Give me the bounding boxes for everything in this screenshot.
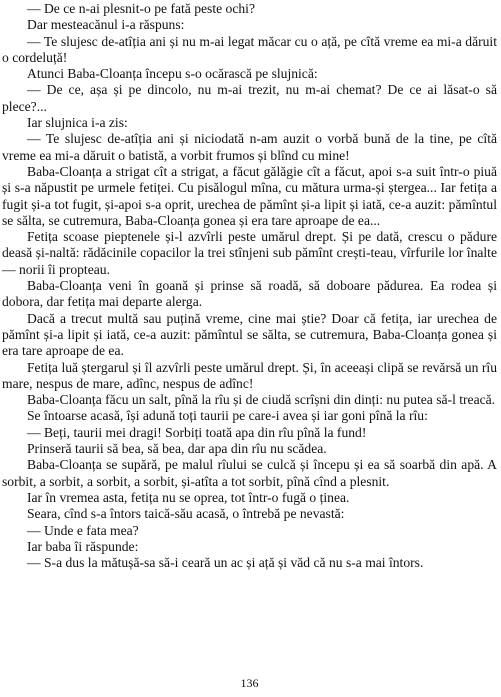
paragraph: Baba-Cloanța a strigat cît a strigat, a făcut gălăgie cît a făcut, apoi s-a suit într-o piuă și s-a năpustit pe urmele fetiței. Cu pisălogul mîna, cu mătura urma-și ștergea... Iar fetița a fugit și-a tot fugit, și-apoi s-a oprit, urechea de pămînt și-a lipit și iată, ce-a auzit: pămîntul se sălta, se cutremura, Baba-Cloanța gonea și era tare aproape de ea...	[2, 163, 497, 228]
paragraph: — Unde e fata mea?	[27, 522, 139, 538]
paragraph: Se întoarse acasă, își adună toți taurii pe care-i avea și iar goni pînă la rîu:	[27, 408, 428, 424]
paragraph: — Te slujesc de-atîția ani și nu m-ai legat măcar cu o ață, pe cîtă vreme ea mi-a dăruit o cordeluță!	[2, 33, 497, 65]
paragraph: — Te slujesc de-atîția ani și niciodată n-am auzit o vorbă bună de la tine, pe cîtă vreme ea mi-a dăruit o batistă, a vorbit frumos și blînd cu mine!	[2, 131, 497, 163]
paragraph: Iar în vremea asta, fetița nu se oprea, tot într-o fugă o ținea.	[27, 489, 350, 505]
paragraph: Iar slujnica i-a zis:	[27, 115, 128, 131]
paragraph: — De ce, așa și pe dincolo, nu m-ai trezit, nu m-ai chemat? De ce ai lăsat-o să plece?...	[2, 82, 497, 114]
paragraph: Baba-Cloanța se supără, pe malul rîului se culcă și începu și ea să soarbă din apă. A sorbit, a sorbit, a sorbit, a sorbit, și-atîta a tot sorbit, pînă cînd a plesnit.	[2, 457, 497, 489]
paragraph: — De ce n-ai plesnit-o pe fată peste ochi?	[27, 1, 255, 16]
paragraph: Dar mesteacănul i-a răspuns:	[27, 17, 185, 33]
paragraph: Dacă a trecut multă sau puțină vreme, cine mai știe? Doar că fetița, iar urechea de pămînt și-a lipit și iată, ce-a auzit: pămîntul se sălta, se cutremura, Baba-Cloanța gonea și era tare aproape de ea.	[2, 310, 497, 359]
paragraph: Iar baba îi răspunde:	[27, 538, 139, 554]
paragraph: Atunci Baba-Cloanța începu s-o ocărască pe slujnică:	[27, 66, 318, 82]
paragraph: Fetița scoase pieptenele și-l azvîrli peste umărul drept. Și pe dată, crescu o pădure deasă și-naltă: rădăcinile copacilor la trei stînjeni sub pămînt crești-teau, vîrfurile lor înalte — norii îi propteau.	[2, 229, 497, 277]
paragraph: Baba-Cloanța făcu un salt, pînă la rîu și de ciudă scrîșni din dinți: nu putea să-l treacă.	[27, 392, 496, 408]
paragraph: Fetița luă ștergarul și îl azvîrli peste umărul drept. Și, în aceeași clipă se revărsă un rîu mare, nespus de mare, adînc, nespus de adînc!	[2, 359, 497, 391]
book-page	[2, 0, 497, 697]
paragraph: Baba-Cloanța veni în goană și prinse să roadă, să doboare pădurea. Ea rodea și dobora, dar fetița mai departe alerga.	[2, 278, 497, 310]
paragraph: — Beți, taurii mei dragi! Sorbiți toată apa din rîu pînă la fund!	[27, 424, 367, 440]
page-body-text	[2, 1, 497, 571]
paragraph: Prinseră taurii să bea, să bea, dar apa din rîu nu scădea.	[27, 441, 327, 457]
paragraph: Seara, cînd s-a întors taică-său acasă, o întrebă pe nevastă:	[27, 506, 345, 522]
page-number: 136	[240, 676, 259, 690]
paragraph: — S-a dus la mătușă-sa să-i ceară un ac și ață și văd că nu s-a mai întors.	[27, 555, 424, 571]
